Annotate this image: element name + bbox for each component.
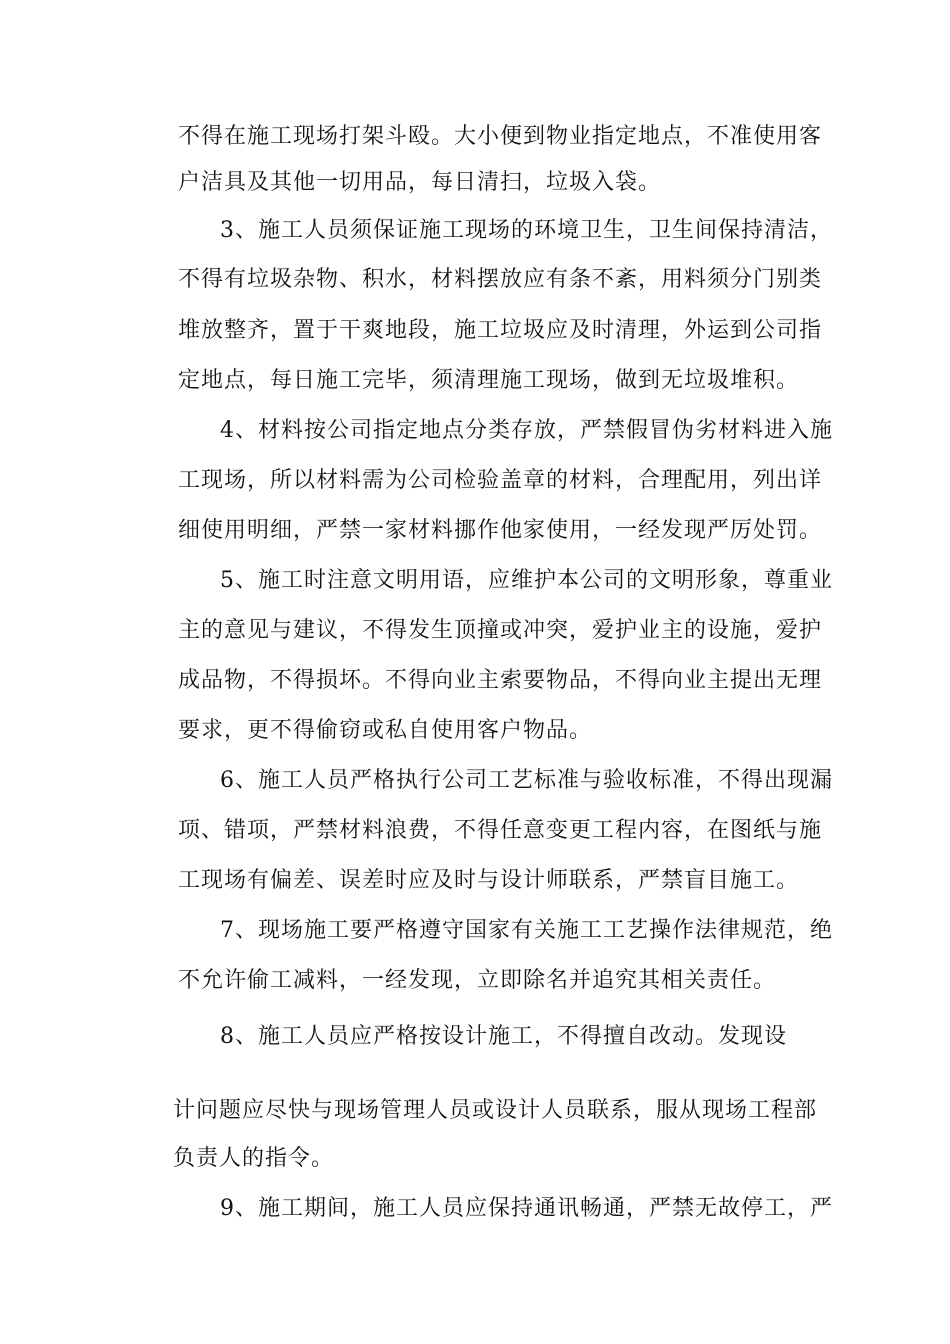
text-line: 项、错项，严禁材料浪费，不得任意变更工程内容，在图纸与施 <box>178 818 823 843</box>
item-7-line: 7、现场施工要严格遵守国家有关施工工艺操作法律规范，绝 <box>220 918 833 943</box>
text-line: 不得在施工现场打架斗殴。大小便到物业指定地点，不准使用客 <box>178 124 823 149</box>
text-line: 工现场有偏差、误差时应及时与设计师联系，严禁盲目施工。 <box>178 868 800 893</box>
text-line: 细使用明细，严禁一家材料挪作他家使用，一经发现严厉处罚。 <box>178 518 823 543</box>
item-5-line: 5、施工时注意文明用语，应维护本公司的文明形象，尊重业 <box>220 568 833 593</box>
item-6-line: 6、施工人员严格执行公司工艺标准与验收标准，不得出现漏 <box>220 768 833 793</box>
text-line: 不允许偷工减料，一经发现，立即除名并追究其相关责任。 <box>178 968 777 993</box>
text-line: 主的意见与建议，不得发生顶撞或冲突，爱护业主的设施，爱护 <box>178 618 823 643</box>
text-line: 定地点，每日施工完毕，须清理施工现场，做到无垃圾堆积。 <box>178 368 800 393</box>
item-9-line: 9、施工期间，施工人员应保持通讯畅通，严禁无故停工，严 <box>220 1196 833 1221</box>
text-line: 计问题应尽快与现场管理人员或设计人员联系，服从现场工程部 <box>173 1098 818 1123</box>
item-4-line: 4、材料按公司指定地点分类存放，严禁假冒伪劣材料进入施 <box>220 418 833 443</box>
text-line: 不得有垃圾杂物、积水，材料摆放应有条不紊，用料须分门别类 <box>178 267 823 292</box>
text-line: 负责人的指令。 <box>173 1146 335 1171</box>
text-line: 工现场，所以材料需为公司检验盖章的材料，合理配用，列出详 <box>178 468 823 493</box>
text-line: 要求，更不得偷窃或私自使用客户物品。 <box>178 718 593 743</box>
text-line: 成品物，不得损坏。不得向业主索要物品，不得向业主提出无理 <box>178 668 823 693</box>
text-line: 堆放整齐，置于干爽地段，施工垃圾应及时清理，外运到公司指 <box>178 318 823 343</box>
text-line: 户洁具及其他一切用品，每日清扫，垃圾入袋。 <box>178 170 662 195</box>
item-8-line: 8、施工人员应严格按设计施工，不得擅自改动。发现设 <box>220 1024 787 1049</box>
item-3-line: 3、施工人员须保证施工现场的环境卫生，卫生间保持清洁， <box>220 218 833 243</box>
